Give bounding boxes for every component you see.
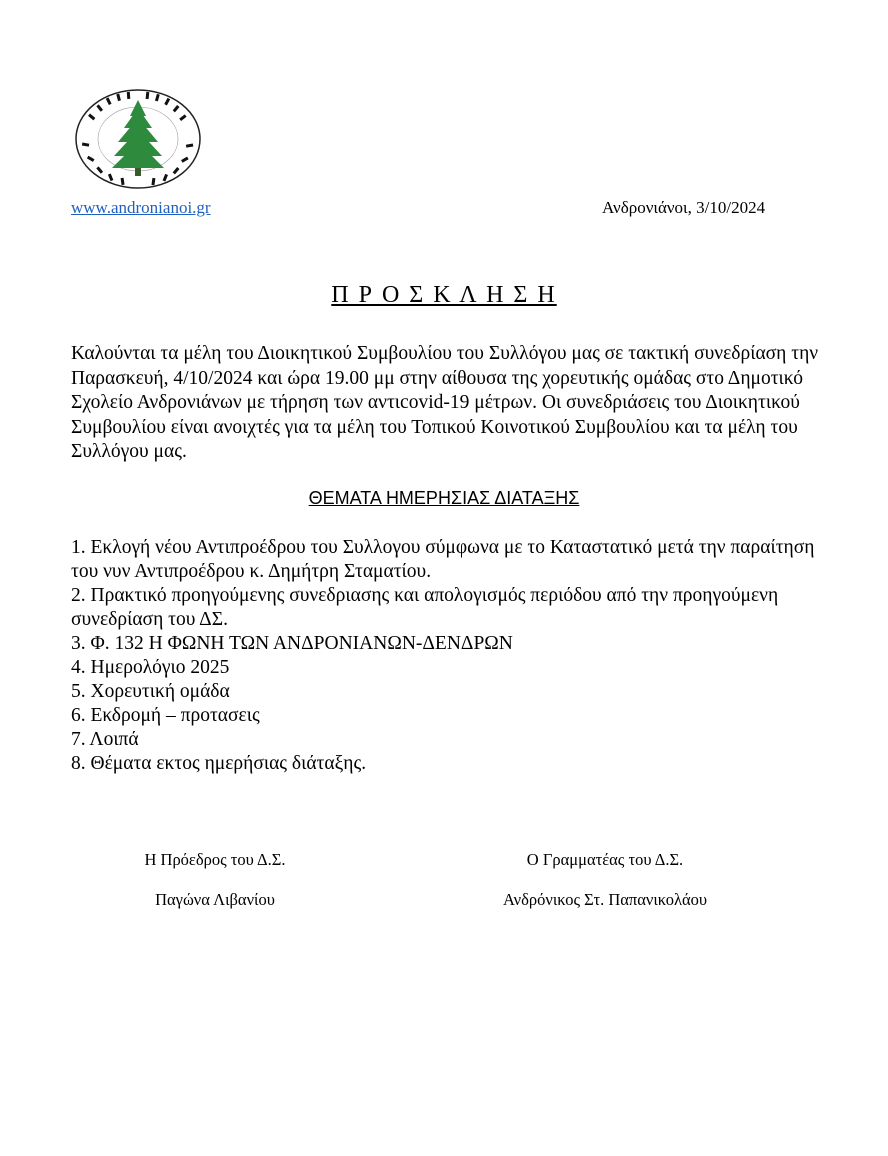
association-logo	[72, 86, 204, 192]
agenda-item: 1. Εκλογή νέου Αντιπροέδρου του Συλλογου σύμφωνα με το Καταστατικό μετά την παραίτηση του νυν Αντιπροέδρου κ. Δημήτρη Σταματίου.	[71, 537, 815, 582]
agenda-item: 5. Χορευτική ομάδα	[71, 681, 230, 702]
agenda-item: 8. Θέματα εκτος ημερήσιας διάταξης.	[71, 753, 367, 774]
agenda-list	[71, 536, 831, 776]
president-name: Παγώνα Λιβανίου	[155, 890, 275, 909]
agenda-heading: ΘΕΜΑΤΑ ΗΜΕΡΗΣΙΑΣ ΔΙΑΤΑΞΗΣ	[308, 488, 580, 508]
logo-seal-icon	[72, 86, 204, 192]
intro-paragraph: Καλούνται τα μέλη του Διοικητικού Συμβουλίου του Συλλόγου μας σε τακτική συνεδρίαση την Παρασκευή, 4/10/2024 και ώρα 19.00 μμ στην αίθουσα της χορευτικής ομάδας στο Δημοτικό Σχολείο Ανδρονιάνων με τήρηση των αντιcovid-19 μέτρων. Οι συνεδριάσεις του Διοικητικού Συμβουλίου είναι ανοιχτές για τα μέλη του Τοπικού Κοινοτικού Συμβουλίου και τα μέλη του Συλλόγου μας.	[71, 343, 819, 462]
agenda-item: 3. Φ. 132 Η ΦΩΝΗ ΤΩΝ ΑΝΔΡΟΝΙΑΝΩΝ-ΔΕΝΔΡΩΝ	[71, 633, 513, 654]
secretary-name: Ανδρόνικος Στ. Παπανικολάου	[502, 890, 708, 909]
page-title: Π Ρ Ο Σ Κ Λ Η Σ Η	[331, 282, 557, 308]
agenda-item: 4. Ημερολόγιο 2025	[71, 657, 230, 678]
agenda-item: 7. Λοιπά	[71, 729, 139, 750]
website-link[interactable]: www.andronianoi.gr	[71, 198, 211, 217]
president-role: Η Πρόεδρος του Δ.Σ.	[144, 850, 286, 869]
place-date: Ανδρονιάνοι, 3/10/2024	[602, 198, 766, 217]
agenda-item: 6. Εκδρομή – προτασεις	[71, 705, 260, 726]
agenda-item: 2. Πρακτικό προηγούμενης συνεδριασης και απολογισμός περιόδου από την προηγούμενη συνεδρίαση του ΔΣ.	[71, 585, 779, 630]
secretary-role: Ο Γραμματέας του Δ.Σ.	[526, 850, 684, 869]
